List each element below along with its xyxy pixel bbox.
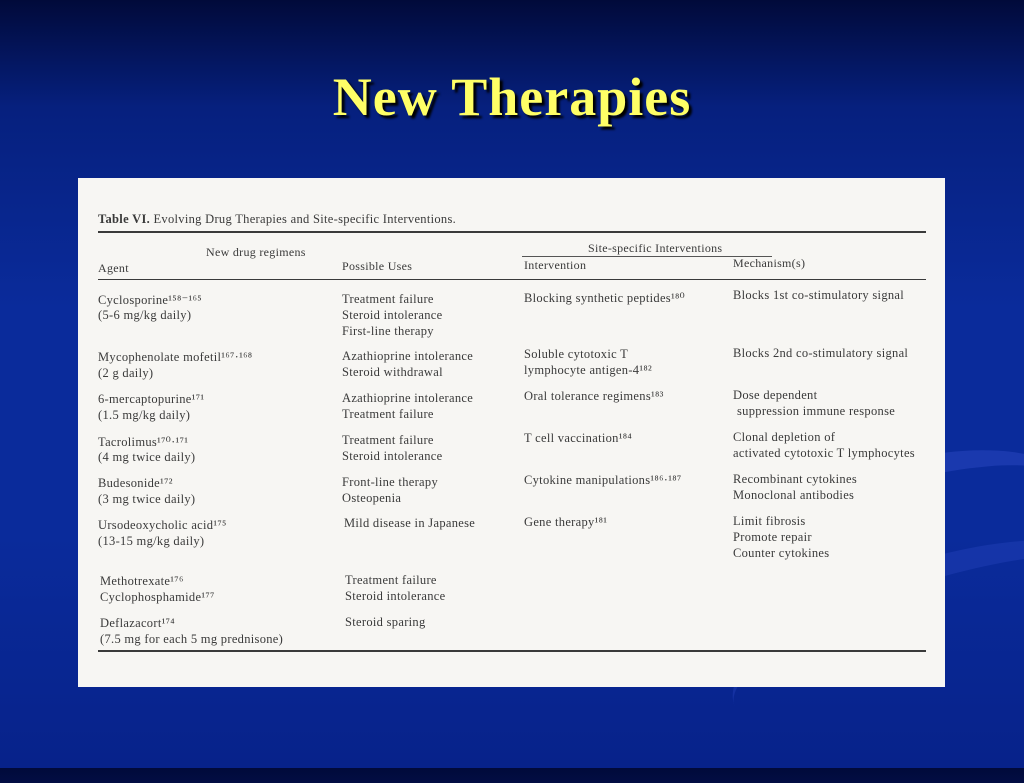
agent-name: 6-mercaptopurine¹⁷¹ xyxy=(98,392,205,406)
possible-use: Steroid withdrawal xyxy=(342,365,443,379)
agent-name: Tacrolimus¹⁷⁰·¹⁷¹ xyxy=(98,435,189,449)
mechanism: Monoclonal antibodies xyxy=(733,488,855,502)
table-caption xyxy=(98,212,456,227)
table-header-rule xyxy=(98,279,926,280)
possible-use: First-line therapy xyxy=(342,324,434,338)
agent-name: Cyclophosphamide¹⁷⁷ xyxy=(100,590,215,604)
possible-use: Osteopenia xyxy=(342,491,402,505)
mechanism: Counter cytokines xyxy=(733,546,830,560)
possible-use: Mild disease in Japanese xyxy=(344,516,476,530)
possible-use: Steroid sparing xyxy=(345,615,426,629)
intervention: Cytokine manipulations¹⁸⁶·¹⁸⁷ xyxy=(524,473,682,487)
intervention: T cell vaccination¹⁸⁴ xyxy=(524,431,633,445)
possible-use: Azathioprine intolerance xyxy=(342,349,474,363)
agent-name: Mycophenolate mofetil¹⁶⁷·¹⁶⁸ xyxy=(98,350,253,364)
column-header-uses: Possible Uses xyxy=(342,259,413,273)
mechanism: Limit fibrosis xyxy=(733,514,806,528)
agent-dose: (2 g daily) xyxy=(98,366,154,380)
possible-use: Steroid intolerance xyxy=(342,449,443,463)
slide-title: New Therapies xyxy=(332,67,692,127)
column-header-mechanism: Mechanism(s) xyxy=(733,256,806,270)
agent-dose: (3 mg twice daily) xyxy=(98,492,196,506)
intervention: Blocking synthetic peptides¹⁸⁰ xyxy=(524,291,685,305)
possible-use: Treatment failure xyxy=(342,433,434,447)
agent-dose: (4 mg twice daily) xyxy=(98,450,196,464)
intervention: Soluble cytotoxic T xyxy=(524,347,629,361)
possible-use: Front-line therapy xyxy=(342,475,439,489)
agent-name: Ursodeoxycholic acid¹⁷⁵ xyxy=(98,518,227,532)
agent-name: Budesonide¹⁷² xyxy=(98,476,173,490)
mechanism: Recombinant cytokines xyxy=(733,472,857,486)
table-image xyxy=(78,178,945,687)
possible-use: Treatment failure xyxy=(342,407,434,421)
intervention: Oral tolerance regimens¹⁸³ xyxy=(524,389,664,403)
table-caption-label: Table VI. xyxy=(98,212,151,226)
mechanism: activated cytotoxic T lymphocytes xyxy=(733,446,915,460)
agent-dose: (5-6 mg/kg daily) xyxy=(98,308,192,322)
agent-dose: (13-15 mg/kg daily) xyxy=(98,534,205,548)
table-top-rule xyxy=(98,231,926,233)
possible-use: Steroid intolerance xyxy=(345,589,446,603)
agent-name: Methotrexate¹⁷⁶ xyxy=(100,574,184,588)
column-header-agent: Agent xyxy=(98,261,129,275)
mechanism: Blocks 1st co-stimulatory signal xyxy=(733,288,905,302)
group-header-drugs: New drug regimens xyxy=(206,245,306,259)
table-bottom-rule xyxy=(98,650,926,652)
mechanism: Blocks 2nd co-stimulatory signal xyxy=(733,346,909,360)
mechanism: Promote repair xyxy=(733,530,812,544)
agent-dose: (1.5 mg/kg daily) xyxy=(98,408,191,422)
possible-use: Steroid intolerance xyxy=(342,308,443,322)
agent-dose: (7.5 mg for each 5 mg prednisone) xyxy=(100,632,284,646)
possible-use: Treatment failure xyxy=(342,292,434,306)
intervention: Gene therapy¹⁸¹ xyxy=(524,515,608,529)
mechanism: Clonal depletion of xyxy=(733,430,836,444)
column-header-intervention: Intervention xyxy=(524,258,587,272)
group-header-interventions: Site-specific Interventions xyxy=(588,241,723,255)
intervention: lymphocyte antigen-4¹⁸² xyxy=(524,363,653,377)
possible-use: Treatment failure xyxy=(345,573,437,587)
possible-use: Azathioprine intolerance xyxy=(342,391,474,405)
mechanism: Dose dependent xyxy=(733,388,818,402)
agent-name: Deflazacort¹⁷⁴ xyxy=(100,616,175,630)
agent-name: Cyclosporine¹⁵⁸⁻¹⁶⁵ xyxy=(98,293,202,307)
table-caption-text: Evolving Drug Therapies and Site-specific Interventions. xyxy=(153,212,457,226)
mechanism: suppression immune response xyxy=(737,404,896,418)
